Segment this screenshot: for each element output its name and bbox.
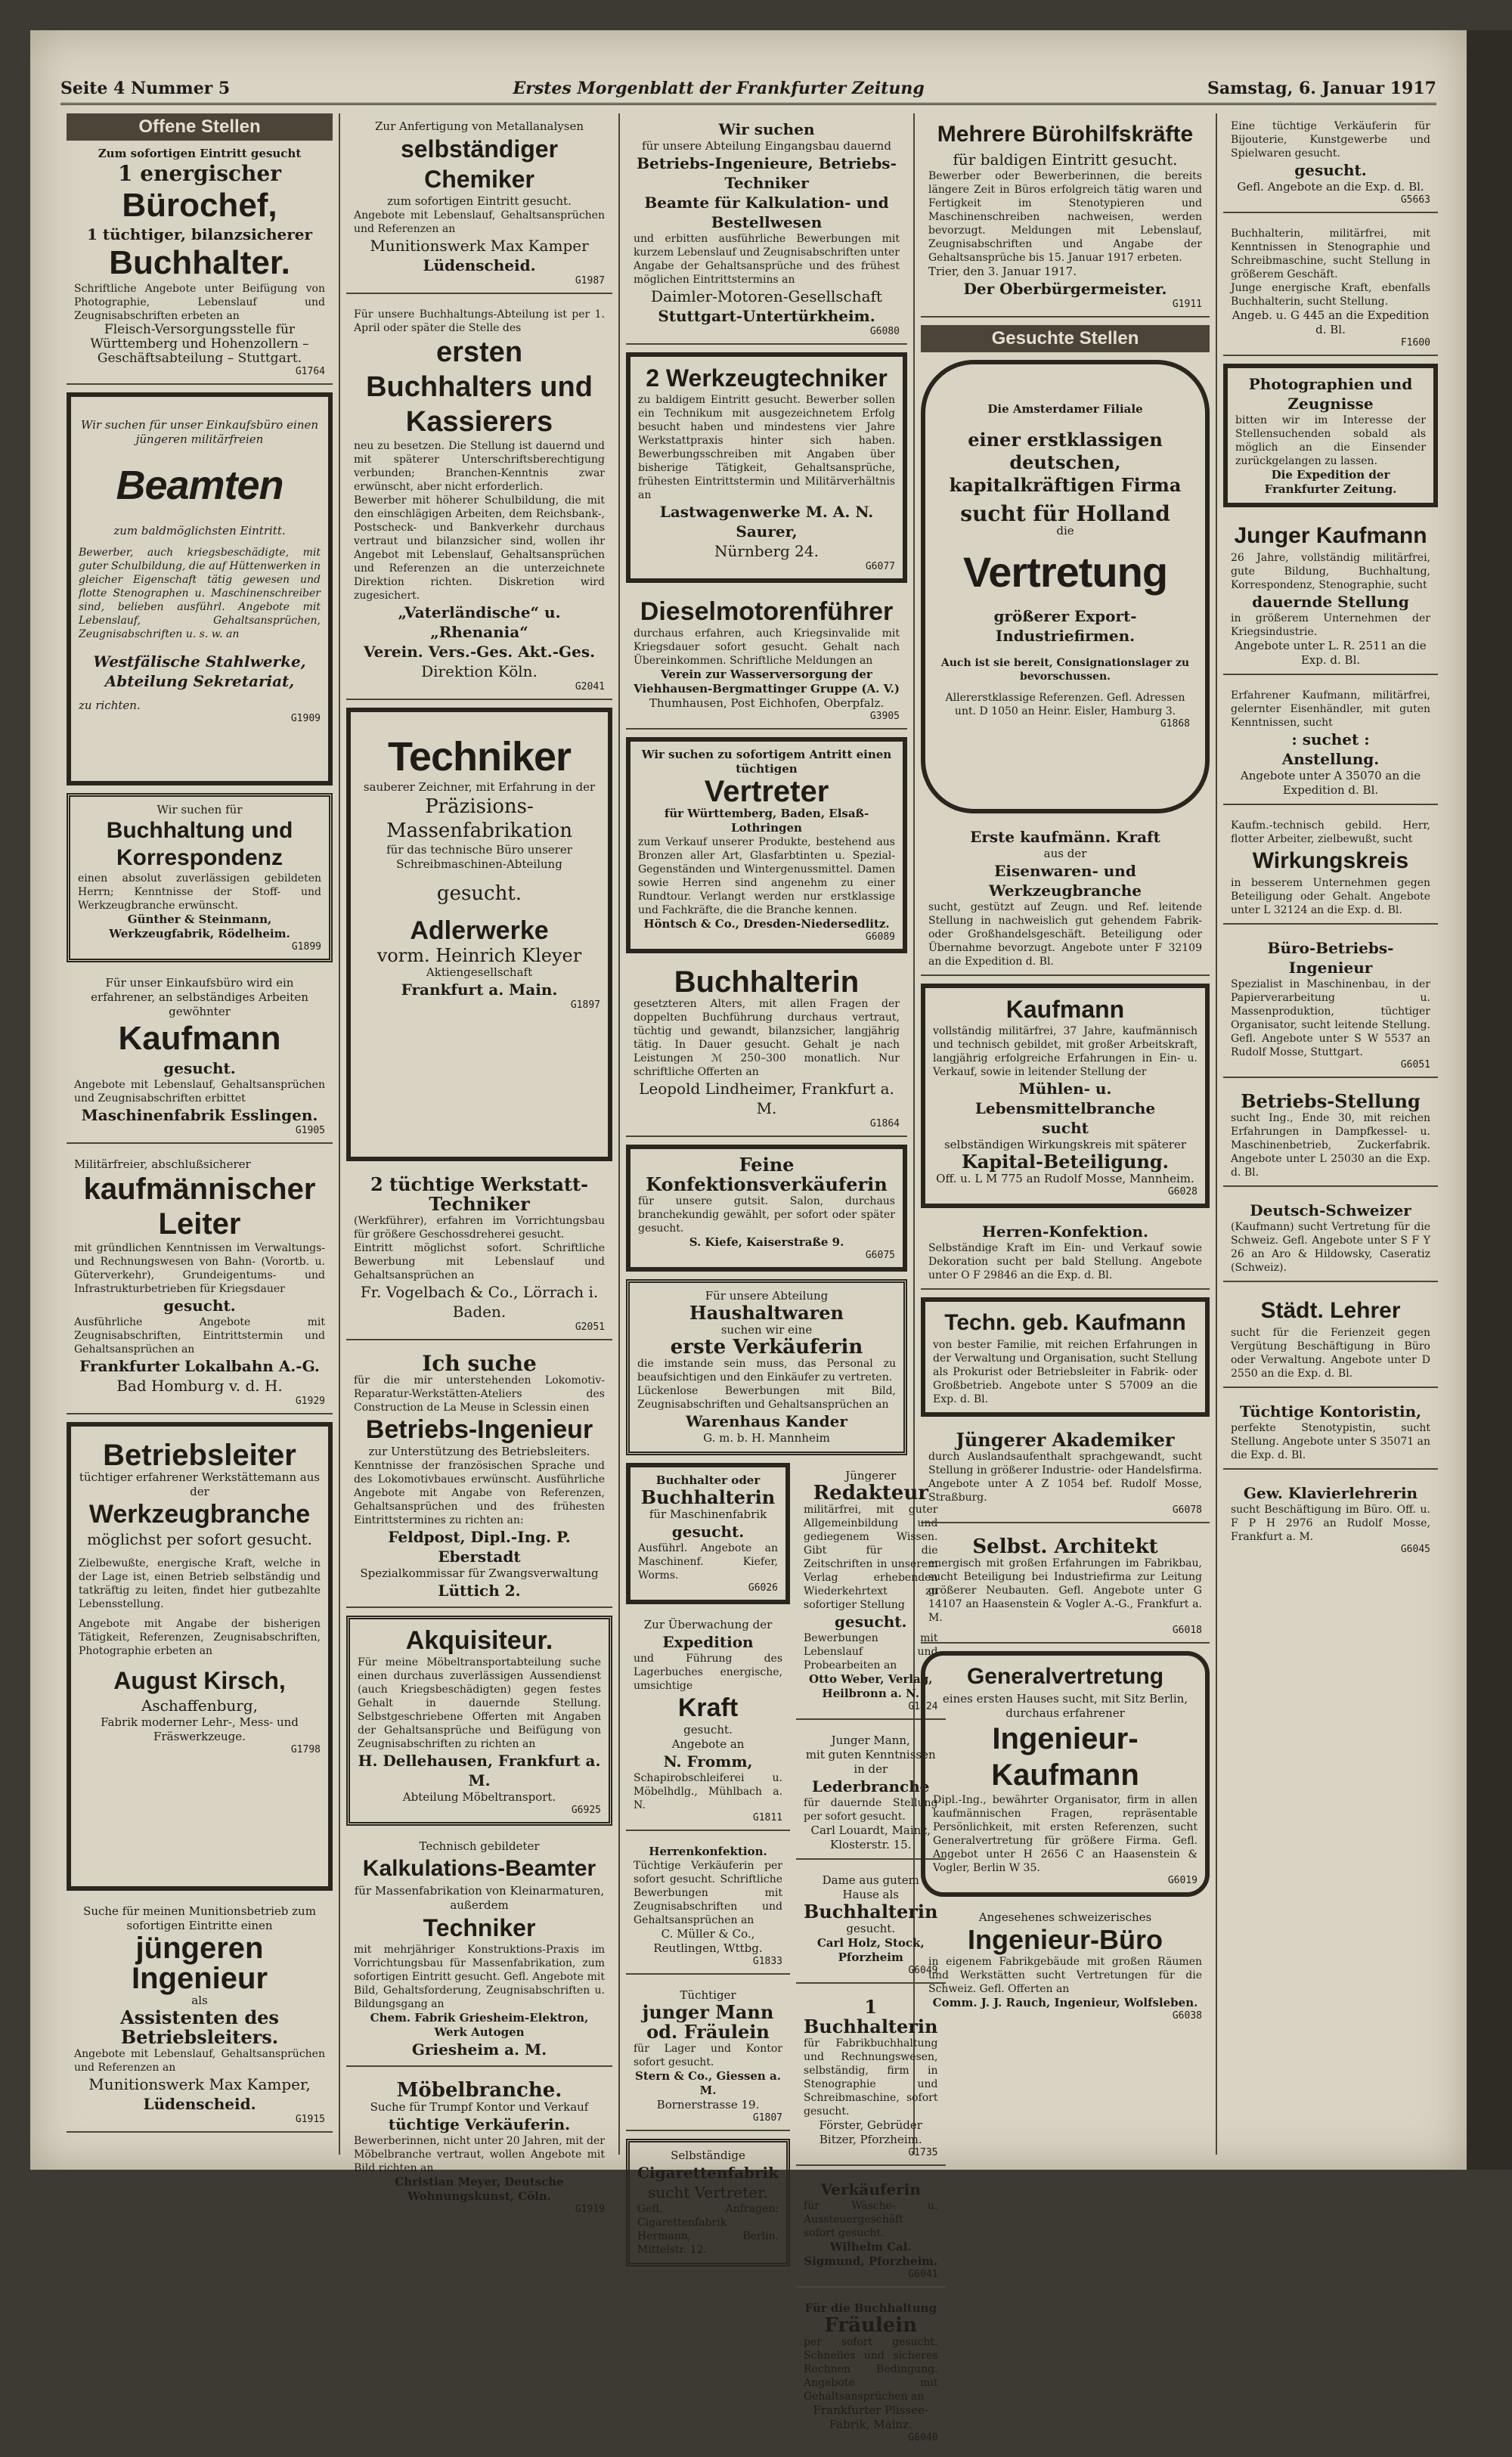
ad-buerochef: Zum sofortigen Eintritt gesucht 1 energischer Bürochef, 1 tüchtiger, bilanzsicherer Buchhalter. Schriftliche Angebote unter Beifügung von Photographie, Lebenslauf und Zeugnisabschriften erbeten an Fleisch-Versorgungsstelle für Württemberg und Hohenzollern – Geschäftsabteilung – Stuttgart. G1764 (67, 141, 333, 385)
ad-buchhalterin-bitzer: 1 Buchhalterin für Fabrikbuchhaltung und Rechnungswesen, selbständig, firm in Stenographie und Schreibmaschine, sofort gesucht. Förster, Gebrüder Bitzer, Pforzheim. G1735 (796, 1991, 945, 2166)
ad-kontoristin: Tüchtige Kontoristin, perfekte Stenotypistin, sucht Stellung. Angebote unter S 35071 an die Exp. d. Bl. (1223, 1396, 1438, 1470)
ad-vertretung-holland: Die Amsterdamer Filiale einer erstklassigen deutschen, kapitalkräftigen Firma sucht für Holland die Vertretung größerer Export-Industriefirmen. Auch ist sie bereit, Consignationslager zu bevorschussen. Allererstklassige Referenzen. Gefl. Adressen unt. D 1050 an Heinr. Eisler, Hamburg 3. G1868 (921, 360, 1210, 813)
ad-werkstatt-techniker: 2 tüchtige Werkstatt-Techniker (Werkführer), erfahren im Vorrichtungsbau für größere Geschossdreherei gesucht. Eintritt möglichst sofort. Schriftliche Bewerbung mit Lebenslauf und Gehaltsansprüchen an Fr. Vogelbach & Co., Lörrach i. Baden. G2051 (346, 1169, 612, 1340)
page-number: Seite 4 Nummer 5 (60, 79, 231, 98)
ad-architekt: Selbst. Architekt energisch mit großen Erfahrungen im Fabrikbau, sucht Beteiligung bei Industriefirma zur Leitung größerer Neubauten. Gefl. Angebote unter G 14107 an Haasenstein & Vogler A.-G., Frankfurt a. M. G6018 (921, 1531, 1210, 1644)
ad-kaufmann-muehlen: Kaufmann vollständig militärfrei, 37 Jahre, kaufmännisch und technisch gebildet, mit großer Arbeitskraft, langjährig erfolgreiche Erfahrungen in Ein- u. Verkauf, sowie in leitender Stellung der Mühlen- u. Lebensmittelbranche sucht selbständigen Wirkungskreis mit späterer Kapital-Beteiligung. Off. u. L M 775 an Rudolf Mosse, Mannheim. G6028 (921, 984, 1210, 1208)
ad-verkaeuferin-bijouterie: Eine tüchtige Verkäuferin für Bijouterie, Kunstgewerbe und Spielwaren gesucht. gesucht. Gefl. Angebote an die Exp. d. Bl. G5663 (1223, 113, 1438, 213)
ad-redakteur: Jüngerer Redakteur militärfrei, mit guter Allgemeinbildung und gediegenem Wissen. Gibt für die Zeitschriften in unserem Verlag erhebenden Wiederkehrtext zu sofortiger Stellung gesucht. Bewerbungen mit Lebenslauf und Probearbeiten an Otto Weber, Verlag, Heilbronn a. N. G1824 (796, 1463, 945, 1720)
ad-generalvertretung: Generalvertretung eines ersten Hauses sucht, mit Sitz Berlin, durchaus erfahrener Ingenieur-Kaufmann Dipl.-Ing., bewährter Organisator, firm in allen kaufmännischen Fragen, repräsentable Persönlichkeit, mit ersten Referenzen, sucht Generalvertretung für größere Firma. Gefl. Angebot unter H 2656 C an Haasenstein & Vogler, Berlin W 35. G6019 (921, 1651, 1210, 1897)
ad-dieselmotorenfuehrer: Dieselmotorenführer durchaus erfahren, auch Kriegsinvalide mit Kriegsdauer sofort gesucht. Gehalt nach Übereinkommen. Schriftliche Meldungen an Verein zur Wasserversorgung der Viehhausen-Bergmattinger Gruppe (A. V.) Thumhausen, Post Eichhofen, Oberpfalz. G3905 (626, 590, 907, 730)
ad-techn-kaufmann: Techn. geb. Kaufmann von bester Familie, mit reichen Erfahrungen in der Verwaltung und Organisation, sucht Stellung als Prokurist oder Betriebsleiter in Fabrik- oder Großbetrieb. Angebote unter S 57009 an die Exp. d. Bl. (921, 1297, 1210, 1417)
ad-staedt-lehrer: Städt. Lehrer sucht für die Ferienzeit gegen Vergütung Beschäftigung in Büro oder Verwaltung. Angebote unter D 2550 an die Exp. d. Bl. (1223, 1290, 1438, 1388)
ad-anstellung: Erfahrener Kaufmann, militärfrei, gelernter Eisenhändler, mit guten Kenntnissen, sucht : suchet : Anstellung. Angebote unter A 35070 an die Expedition d. Bl. (1223, 683, 1438, 805)
ad-eisenwaren-kraft: Erste kaufmänn. Kraft aus der Eisenwaren- und Werkzeugbranche sucht, gestützt auf Zeugn. und Ref. leitende Stellung in nachweislich gut gehendem Fabrik- oder Großhandelsgeschäft. Beteiligung oder Übernahme bevorzugt. Angebote unter F 32109 an die Expedition d. Bl. (921, 821, 1210, 976)
ad-akademiker: Jüngerer Akademiker durch Auslandsaufenthalt sprachgewandt, sucht Stellung in größerer Industrie- oder Handelsfirma. Angebote unter A Z 1054 bef. Rudolf Mosse, Straßburg. G6078 (921, 1424, 1210, 1523)
ad-daimler: Wir suchen für unsere Abteilung Eingangsbau dauernd Betriebs-Ingenieure, Betriebs-Techniker Beamte für Kalkulation- und Bestellwesen und erbitten ausführliche Bewerbungen mit kurzem Lebenslauf und Zeugnisabschriften unter Angabe der Gehaltsansprüche und des frühest möglichen Eintrittstermins an Daimler-Motoren-Gesellschaft Stuttgart-Untertürkheim. G6080 (626, 113, 907, 345)
ad-chemiker: Zur Anfertigung von Metallanalysen selbständiger Chemiker zum sofortigen Eintritt gesucht. Angebote mit Lebenslauf, Gehaltsansprüchen und Referenzen an Munitionswerk Max Kamper Lüdenscheid. G1987 (346, 113, 612, 294)
column-4 (915, 113, 1217, 2155)
ad-beamten: Wir suchen für unser Einkaufsbüro einen jüngeren militärfreien Beamten zum baldmöglichsten Eintritt. Bewerber, auch kriegsbeschädigte, mit guter Schulbildung, die auf Hüttenwerken in gleicher Eigenschaft tätig gewesen und flotte Stenographen u. Maschinenschreiber sind, belieben ausführl. Angebote mit Lebenslauf, Gehaltsansprüchen, Zeugnisabschriften u. s. w. an Westfälische Stahlwerke, Abteilung Sekretariat, zu richten. G1909 (67, 392, 333, 785)
ad-betriebs-stellung: Betriebs-Stellung sucht Ing., Ende 30, mit reichen Erfahrungen in Dampfkessel- u. Maschinenbetrieb, Zuckerfabrik. Angebote unter L 25030 an die Exp. d. Bl. (1223, 1086, 1438, 1187)
column-1 (60, 113, 340, 2155)
ad-kaufmaennischer-leiter: Militärfreier, abschlußsicherer kaufmännischer Leiter mit gründlichen Kenntnissen im Verwaltungs- und Rechnungswesen von Bahn- (Vorortb. u. Güterverkehr), Grundeigentums- und Infrastrukturbetrieben für Kriegsdauer gesucht. Ausführliche Angebote mit Zeugnisabschriften, Eintrittstermin und Gehaltsansprüchen an Frankfurter Lokalbahn A.-G. Bad Homburg v. d. H. G1929 (67, 1151, 333, 1414)
ad-haushaltwaren-kander: Für unsere Abteilung Haushaltwaren suchen wir eine erste Verkäuferin die imstande sein muss, das Personal zu beaufsichtigen und den Einkäufer zu vertreten. Lückenlose Bewerbungen mit Bild, Zeugnisabschriften und Gehaltsansprüchen an Warenhaus Kander G. m. b. H. Mannheim (626, 1279, 907, 1455)
section-gesuchte-stellen: Gesuchte Stellen (921, 325, 1210, 352)
ad-lederbranche: Junger Mann, mit guten Kenntnissen in der Lederbranche für dauernde Stellung per sofort gesucht. Carl Louardt, Mainz, Klosterstr. 15. (796, 1727, 945, 1860)
ad-buchhaltung-korrespondenz: Wir suchen für Buchhaltung und Korrespondenz einen absolut zuverlässigen gebildeten Herrn; Kenntnisse der Stoff- und Werkzeugbranche erwünscht. Günther & Steinmann, Werkzeugfabrik, Rödelheim. G1899 (67, 793, 333, 962)
masthead: Erstes Morgenblatt der Frankfurter Zeitung (513, 79, 925, 98)
ad-verkaeuferin-sigmund: Verkäuferin für Wäsche- u. Aussteuergeschäft sofort gesucht. Wilhelm Cal. Sigmund, Pforzheim. G6041 (796, 2174, 945, 2288)
ad-herren-konfektion: Herren-Konfektion. Selbständige Kraft im Ein- und Verkauf sowie Dekoration sucht per bald Stellung. Angebote unter O F 29846 an die Exp. d. Bl. (921, 1216, 1210, 1290)
section-offene-stellen: Offene Stellen (67, 113, 333, 141)
ad-klavierlehrerin: Gew. Klavierlehrerin sucht Beschäftigung im Büro. Off. u. F P H 2976 an Rudolf Mosse, Frankfurt a. M. G6045 (1231, 1484, 1430, 1555)
col3-split-a (626, 1463, 938, 2457)
ad-konfektionsverkaeuferin: Feine Konfektionsverkäuferin für unsere gutsit. Salon, durchaus branchekundig gewählt, per sofort oder später gesucht. S. Kiefe, Kaiserstraße 9. G6075 (626, 1145, 907, 1272)
ad-betriebsleiter: Betriebsleiter tüchtiger erfahrener Werkstättemann aus der Werkzeugbranche möglichst per sofort gesucht. Zielbewußte, energische Kraft, welche in der Lage ist, einen Betrieb selbständig und tatkräftig zu leiten, findet hier gutbezahlte Lebensstellung. Angebote mit Angabe der bisherigen Tätigkeit, Referenzen, Zeugnisabschriften, Photographie erbeten an August Kirsch, Aschaffenburg, Fabrik moderner Lehr-, Mess- und Fräswerkzeuge. G1798 (67, 1422, 333, 1891)
ad-fraeulein-buchhaltung: Für die Buchhaltung Fräulein per sofort gesucht. Schnelles und sicheres Rechnen Bedingung. Angebote mit Gehaltsansprüchen an Frankfurter Plissee-Fabrik, Mainz. G6040 (804, 2301, 938, 2443)
ad-junger-kaufmann: Junger Kaufmann 26 Jahre, vollständig militärfrei, gute Bildung, Buchhaltung, Korrespondenz, Stenographie, sucht dauernde Stellung in größerem Unternehmen der Kriegsindustrie. Angebote unter L. R. 2511 an die Exp. d. Bl. (1223, 515, 1438, 675)
newspaper-page (30, 30, 1467, 2443)
column-5 (1217, 113, 1444, 2155)
ad-wirkungskreis: Kaufm.-technisch gebild. Herr, flotter Arbeiter, zielbewußt, sucht Wirkungskreis in besserem Unternehmen gegen Beteiligung oder Gehalt. Angebote unter L 32124 an die Exp. d. Bl. (1223, 813, 1438, 925)
ad-buero-betriebs-ingenieur: Büro-Betriebs-Ingenieur Spezialist in Maschinenbau, in der Papierverarbeitung u. Massenproduktion, tüchtiger Organisator, sucht leitende Stellung. Gefl. Angebote unter S W 5537 an Rudolf Mosse, Stuttgart. G6051 (1223, 932, 1438, 1078)
ad-buchhalterin-holz: Dame aus gutem Hause als Buchhalterin gesucht. Carl Holz, Stock, Pforzheim G6049 (796, 1867, 945, 1984)
ad-buchhalterin-militaerfrei: Buchhalterin, militärfrei, mit Kenntnissen in Stenographie und Schreibmaschine, sucht Stellung in größerem Geschäft. Junge energische Kraft, ebenfalls Buchhalterin, sucht Stellung. Angeb. u. G 445 an die Expedition d. Bl. F1600 (1223, 221, 1438, 356)
ad-akquisiteur: Akquisiteur. Für meine Möbeltransportabteilung suche einen durchaus zuverlässigen Aussendienst (auch Kriegsbeschädigten) gegen festes Gehalt in dauernde Stellung. Selbstgeschriebene Offerten mit Angaben der Gehaltsansprüche und Beifügung von Zeugnisabschriften zu richten an H. Dellehausen, Frankfurt a. M. Abteilung Möbeltransport. G6925 (346, 1616, 612, 1826)
ad-werkzeugtechniker: 2 Werkzeugtechniker zu baldigem Eintritt gesucht. Bewerber sollen ein Technikum mit ausgezeichnetem Erfolg besucht haben und mindestens vier Jahre Werkstattpraxis hinter sich haben. Bewerbungsschreiben mit Angaben über bisherige Tätigkeit, Gehaltsansprüche, frühesten Eintrittstermin und Militärverhältnis an Lastwagenwerke M. A. N. Saurer, Nürnberg 24. G6077 (626, 352, 907, 583)
ad-erster-buchhalter: Für unsere Buchhaltungs-Abteilung ist per 1. April oder später die Stelle des ersten Buchhalters und Kassierers neu zu besetzen. Die Stellung ist dauernd und mit späterer Unterschriftsberechtigung verbunden; Branchen-Kenntnis zwar erwünscht, aber nicht erforderlich. Bewerber mit höherer Schulbildung, die mit den einschlägigen Arbeiten, dem Reichsbank-, Postscheck- und Bankverkehr durchaus vertraut und bilanzsicher sind, wollen ihr Angebot mit Lebenslauf, Gehaltsansprüchen und Referenzen an die unterzeichnete Direktion richten. Diskretion wird zugesichert. „Vaterländische“ u. „Rhenania“ Verein. Vers.-Ges. Akt.-Ges. Direktion Köln. G2041 (346, 302, 612, 700)
ad-photographien-hinweis: Photographien und Zeugnisse bitten wir im Interesse der Stellensuchenden sobald als möglich an die Einsender zurückgelangen zu lassen. Die Expedition der Frankfurter Zeitung. (1223, 364, 1438, 507)
page-date: Samstag, 6. Januar 1917 (1207, 79, 1436, 98)
ad-ingenieur-buero: Angesehenes schweizerisches Ingenieur-Büro in eigenem Fabrikgebäude mit großen Räumen und Werkstätten sucht Vertretungen für die Schweiz. Gefl. Offerten an Comm. J. J. Rauch, Ingenieur, Wolfsleben. G6038 (928, 1910, 1202, 2022)
ad-kaufmann-esslingen: Für unser Einkaufsbüro wird ein erfahrener, an selbständiges Arbeiten gewöhnter Kaufmann gesucht. Angebote mit Lebenslauf, Gehaltsansprüchen und Zeugnisabschriften erbittet Maschinenfabrik Esslingen. G1905 (67, 970, 333, 1144)
ad-buerohilfskraefte: Mehrere Bürohilfskräfte für baldigen Eintritt gesucht. Bewerber oder Bewerberinnen, die bereits längere Zeit in Büros erfolgreich tätig waren und Fertigkeit im Stenotypieren und Maschinenschreiben nachweisen, werden bevorzugt. Meldungen mit Lebenslauf, Zeugnisabschriften und Angabe der Gehaltsansprüche bis 15. Januar 1917 erbeten. Trier, den 3. Januar 1917. Der Oberbürgermeister. G1911 (921, 113, 1210, 318)
ad-kraft-fromm: Zur Überwachung der Expedition und Führung des Lagerbuches energische, umsichtige Kraft gesucht. Angebote an N. Fromm, Schapirobschleiferei u. Möbelhdlg., Mühlbach a. N. G1811 (626, 1612, 790, 1831)
column-3 (620, 113, 938, 2443)
ad-moebelbranche: Möbelbranche. Suche für Trumpf Kontor und Verkauf tüchtige Verkäuferin. Bewerberinnen, nicht unter 20 Jahren, mit der Möbelbranche vertraut, wollen Angebote mit Bild richten an Christian Meyer, Deutsche Wohnungskunst, Cöln. G1919 (354, 2079, 605, 2215)
page-header (60, 68, 1436, 105)
ad-techniker-adlerwerke: Techniker sauberer Zeichner, mit Erfahrung in der Präzisions-Massenfabrikation für das technische Büro unserer Schreibmaschinen-Abteilung gesucht. Adlerwerke vorm. Heinrich Kleyer Aktiengesellschaft Frankfurt a. Main. G1897 (346, 708, 612, 1161)
ad-junger-mann-stern: Tüchtiger junger Mann od. Fräulein für Lager und Kontor sofort gesucht. Stern & Co., Giessen a. M. Bornerstrasse 19. G1807 (626, 1982, 790, 2131)
ad-herrenkonfektion: Herrenkonfektion. Tüchtige Verkäuferin per sofort gesucht. Schriftliche Bewerbungen mit Zeugnisabschriften und Gehaltsansprüchen an C. Müller & Co., Reutlingen, Wttbg. G1833 (626, 1839, 790, 1975)
ad-kalkulations-beamter: Technisch gebildeter Kalkulations-Beamter für Massenfabrikation von Kleinarmaturen, außerdem Techniker mit mehrjähriger Konstruktions-Praxis im Vorrichtungsbau für Massenfabrikation, zum sofortigen Eintritt gesucht. Gefl. Angebote mit Bild, Gehaltsforderung, Zeugnisabschriften u. Bildungsgang an Chem. Fabrik Griesheim-Elektron, Werk Autogen Griesheim a. M. (346, 1833, 612, 2067)
ad-deutsch-schweizer: Deutsch-Schweizer (Kaufmann) sucht Vertretung für die Schweiz. Gefl. Angebote unter S F Y 26 an Aro & Hildowsky, Caseratiz (Schweiz). (1223, 1194, 1438, 1282)
ad-buchhalterin-lindheimer: Buchhalterin gesetzteren Alters, mit allen Fragen der doppelten Buchführung durchaus vertraut, tüchtig und gewandt, bilanzsicher, langjährig tätig. In Dauer gesucht. Gehalt je nach Leistungen ℳ 250–300 monatlich. Nur schriftliche Offerten an Leopold Lindheimer, Frankfurt a. M. G1864 (626, 961, 907, 1137)
ad-buchhalter-kiefer: Buchhalter oder Buchhalterin für Maschinenfabrik gesucht. Ausführl. Angebote an Maschinenf. Kiefer, Worms. G6026 (626, 1463, 790, 1604)
ad-cigarettenfabrik: Selbständige Cigarettenfabrik sucht Vertreter. Gefl. Anfragen: Cigarettenfabrik Hermann, Berlin, Mittelstr. 12. (626, 2139, 790, 2266)
ad-vertreter-hoentsch: Wir suchen zu sofortigem Antritt einen tüchtigen Vertreter für Württemberg, Baden, Elsaß-Lothringen zum Verkauf unserer Produkte, bestehend aus Bronzen aller Art, Glasfarbtinten u. Spezial-Gegenständen und Wintergenussmittel. Damen sowie Herren sind angenehm zu einer Rundtour. Verlangt werden nur erstklassige und Fachkräfte, die die Branche kennen. Höntsch & Co., Dresden-Niedersedlitz. G6089 (626, 737, 907, 953)
ad-betriebs-ingenieur: Ich suche für die mir unterstehenden Lokomotiv-Reparatur-Werkstätten-Ateliers des Construction de La Meuse in Sclessin einen Betriebs-Ingenieur zur Unterstützung des Betriebsleiters. Kenntnisse der französischen Sprache und des Lokomotivbaues erwünscht. Ausführliche Angebote mit Angabe von Referenzen, Gehaltsansprüchen und des frühesten Eintrittstermines zu richten an: Feldpost, Dipl.-Ing. P. Eberstadt Spezialkommissar für Zwangsverwaltung Lüttich 2. (346, 1348, 612, 1608)
adjacent-page-edge (1467, 30, 1512, 2170)
ad-juengerer-ingenieur: Suche für meinen Munitionsbetrieb zum sofortigen Eintritte einen jüngeren Ingenieur als Assistenten des Betriebsleiters. Angebote mit Lebenslauf, Gehaltsansprüchen und Referenzen an Munitionswerk Max Kamper, Lüdenscheid. G1915 (67, 1898, 333, 2133)
column-2 (340, 113, 620, 2215)
